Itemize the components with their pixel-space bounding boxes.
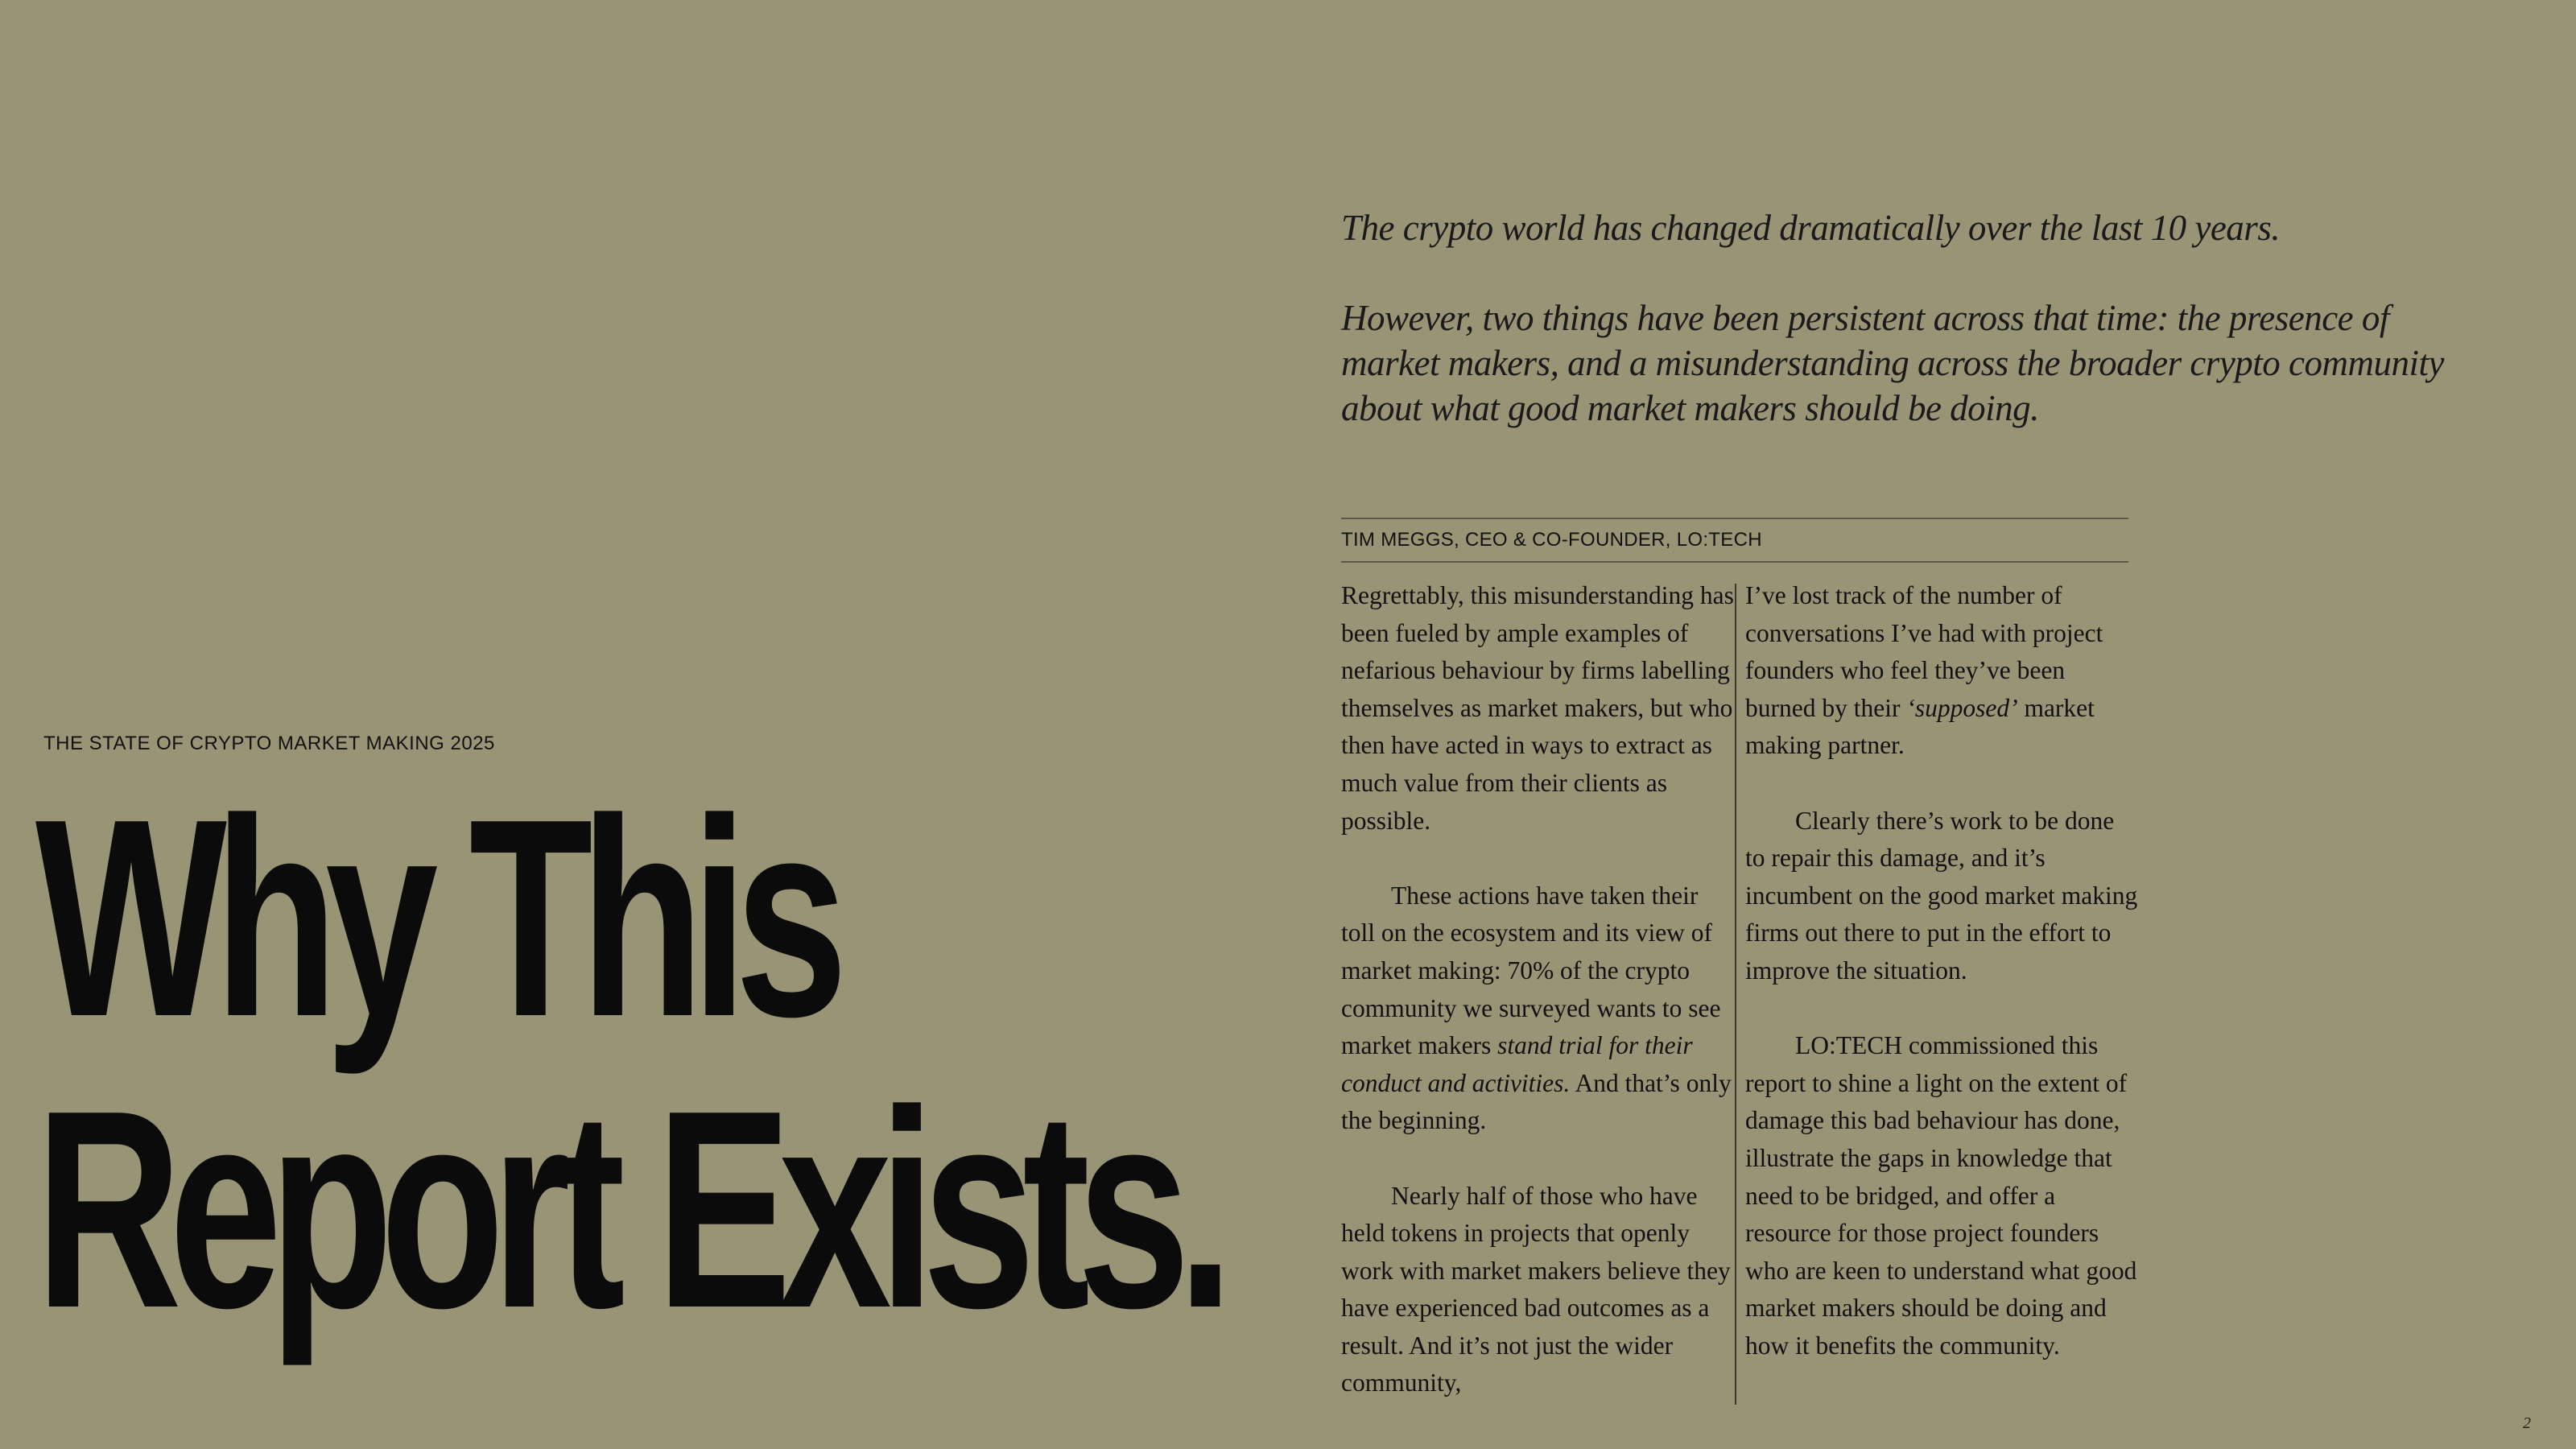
lede-paragraph-1: The crypto world has changed dramatically over the last 10 years. xyxy=(1341,208,2281,248)
body-paragraph xyxy=(1341,877,1736,1140)
lede-paragraph-2: However, two things have been persistent across that time: the presence of market makers, and a misunderstanding across the broader crypto community about what good market makers should be doing. xyxy=(1341,298,2444,428)
page-title xyxy=(35,761,1221,1367)
body-text: I’ve lost track of the number of conversations I’ve had with project founders who feel they’ve been burned by their xyxy=(1745,581,2103,722)
body-text: And that’s only the beginning. xyxy=(1341,1068,1732,1135)
body-paragraph: Clearly there’s work to be done to repair this damage, and it’s incumbent on the good market making firms out there to put in the effort to improve the situation. xyxy=(1745,806,2138,985)
body-text: These actions have taken their toll on the ecosystem and its view of market making: 70% of the crypto community we surveyed wants to see market makers xyxy=(1341,881,1721,1060)
title-line-2: Report Exists. xyxy=(35,1052,1221,1367)
body-paragraph: LO:TECH commissioned this report to shine a light on the extent of damage this bad behaviour has done, illustrate the gaps in knowledge that need to be bridged, and offer a resource for those project founders who are keen to understand what good market makers should be doing and how it benefits the community. xyxy=(1745,1031,2137,1360)
body-column-1 xyxy=(1341,577,1736,1440)
body-paragraph: Regrettably, this misunderstanding has been fueled by ample examples of nefarious behaviour by firms labelling themselves as market makers, but who then have acted in ways to extract as much value from their clients as possible. xyxy=(1341,581,1734,835)
body-paragraph: Nearly half of those who have held tokens in projects that openly work with market makers believe they have experienced bad outcomes as a result. And it’s not just the wider community, xyxy=(1341,1181,1731,1397)
body-paragraph xyxy=(1745,577,2140,765)
page-number: 2 xyxy=(2523,1414,2531,1432)
author-byline: TIM MEGGS, CEO & CO-FOUNDER, LO:TECH xyxy=(1341,518,2128,563)
title-line-1: Why This xyxy=(35,761,836,1075)
body-column-2 xyxy=(1745,577,2140,1402)
column-divider xyxy=(1735,584,1736,1405)
emphasis-text: stand trial for their conduct and activities. xyxy=(1341,1031,1693,1097)
body-text: market making partner. xyxy=(1745,693,2095,760)
lede-quote xyxy=(1341,205,2452,476)
emphasis-text: ‘supposed’ xyxy=(1906,693,2018,722)
report-kicker: THE STATE OF CRYPTO MARKET MAKING 2025 xyxy=(43,733,495,754)
